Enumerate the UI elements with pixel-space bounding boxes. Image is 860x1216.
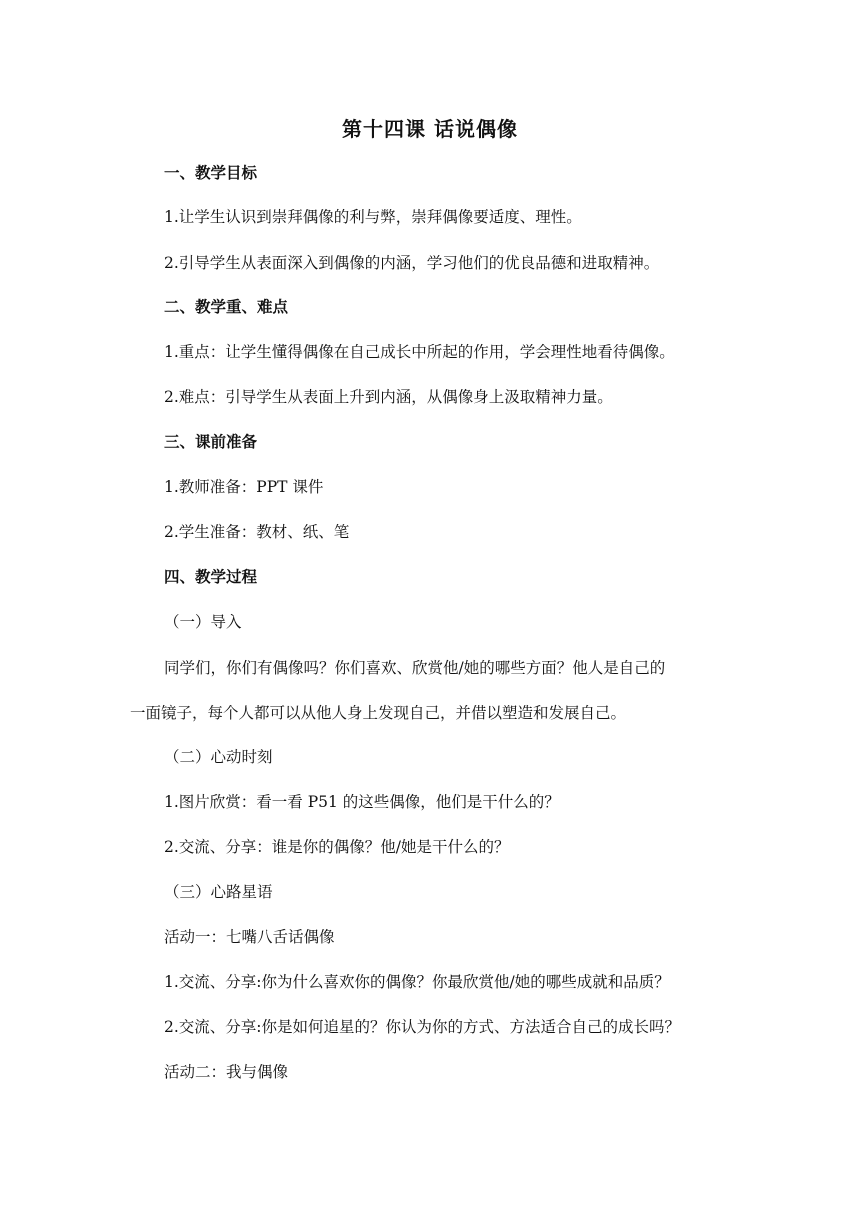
activity-2-title: 活动二：我与偶像 xyxy=(164,1063,289,1081)
moment-item-1: 1.图片欣赏：看一看 P51 的这些偶像，他们是干什么的？ xyxy=(164,793,560,811)
subheading-moment: （二）心动时刻 xyxy=(164,748,273,766)
intro-paragraph-line-1: 同学们，你们有偶像吗？你们喜欢、欣赏他/她的哪些方面？他人是自己的 xyxy=(164,659,666,677)
section-heading-process: 四、教学过程 xyxy=(164,568,258,586)
key-point-item-1: 1.重点：让学生懂得偶像在自己成长中所起的作用，学会理性地看待偶像。 xyxy=(164,343,675,361)
activity-1-title: 活动一：七嘴八舌话偶像 xyxy=(164,928,335,946)
section-heading-preparation: 三、课前准备 xyxy=(164,433,258,451)
subheading-heart-road: （三）心路星语 xyxy=(164,883,273,901)
moment-item-2: 2.交流、分享：谁是你的偶像？他/她是干什么的？ xyxy=(164,838,510,856)
section-heading-key-points: 二、教学重、难点 xyxy=(164,298,289,316)
section-heading-goals: 一、教学目标 xyxy=(164,164,258,182)
page-title: 第十四课 话说偶像 xyxy=(342,117,518,141)
activity-1-item-2: 2.交流、分享:你是如何追星的？你认为你的方式、方法适合自己的成长吗？ xyxy=(164,1018,681,1036)
goal-item-1: 1.让学生认识到崇拜偶像的利与弊，崇拜偶像要适度、理性。 xyxy=(164,208,582,226)
activity-1-item-1: 1.交流、分享:你为什么喜欢你的偶像？你最欣赏他/她的哪些成就和品质？ xyxy=(164,973,670,991)
key-point-item-2: 2.难点：引导学生从表面上升到内涵，从偶像身上汲取精神力量。 xyxy=(164,388,613,406)
preparation-item-2: 2.学生准备：教材、纸、笔 xyxy=(164,523,350,541)
intro-paragraph-line-2: 一面镜子，每个人都可以从他人身上发现自己，并借以塑造和发展自己。 xyxy=(130,704,627,722)
goal-item-2: 2.引导学生从表面深入到偶像的内涵，学习他们的优良品德和进取精神。 xyxy=(164,254,660,272)
preparation-item-1: 1.教师准备：PPT 课件 xyxy=(164,478,324,496)
subheading-intro: （一）导入 xyxy=(164,613,242,631)
